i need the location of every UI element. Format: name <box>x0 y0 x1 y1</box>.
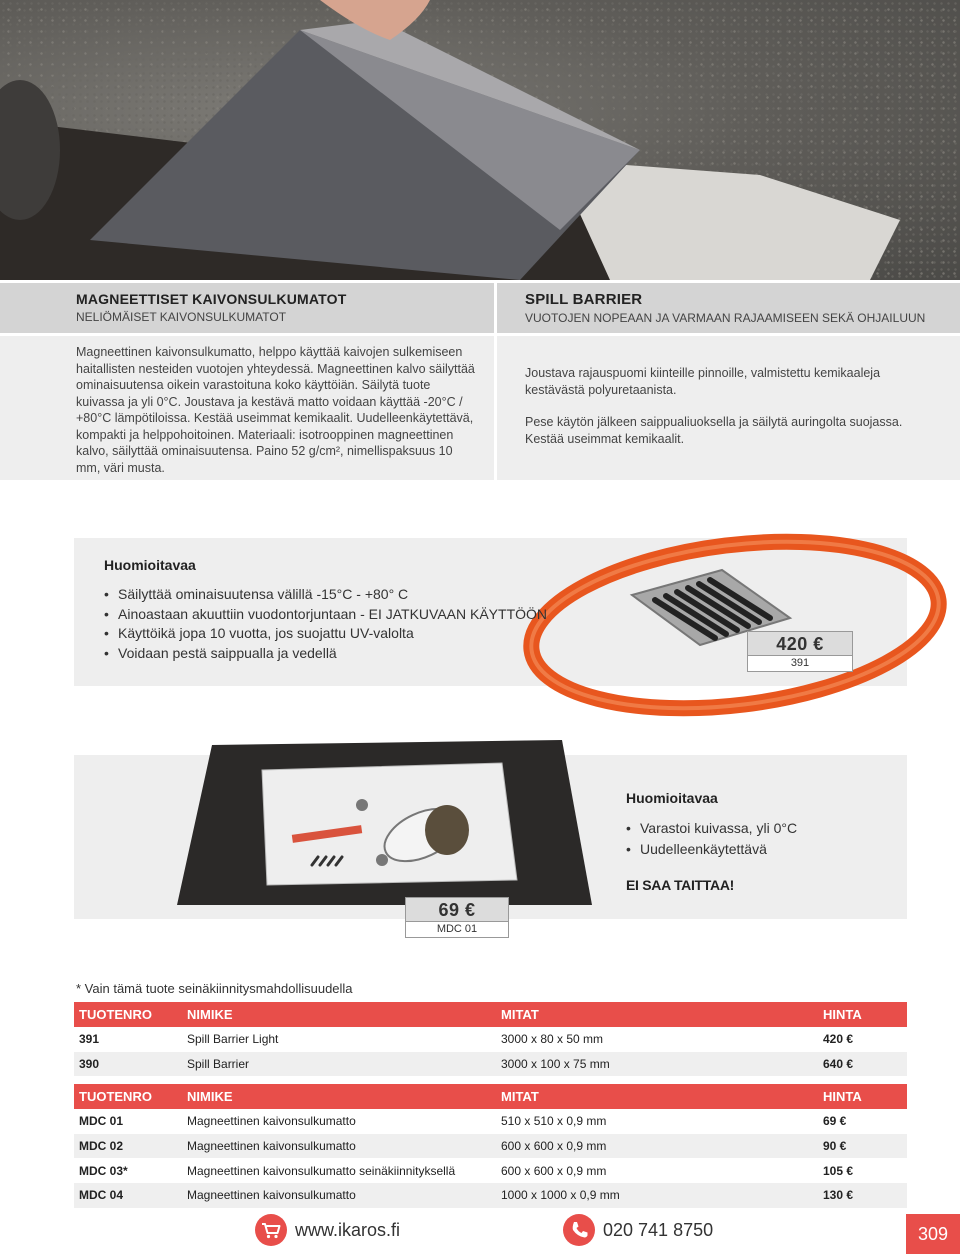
product-number-cell: MDC 03* <box>79 1163 128 1178</box>
price-cell: 420 € <box>823 1032 854 1047</box>
bullet-item: • Voidaan pestä saippualla ja vedellä <box>104 644 547 664</box>
table-row <box>74 1183 907 1208</box>
website-text[interactable]: www.ikaros.fi <box>295 1219 401 1240</box>
website-link[interactable] <box>255 1213 400 1247</box>
header-dimensions: MITAT <box>496 1084 818 1109</box>
table-row <box>74 1052 907 1077</box>
price-label: 69 € <box>406 898 508 922</box>
price-cell: 640 € <box>818 1052 907 1077</box>
table-header-row <box>74 1002 907 1027</box>
spill-barrier-header <box>497 283 960 333</box>
price-cell: 90 € <box>818 1134 907 1159</box>
header-name: NIMIKE <box>182 1002 496 1027</box>
dimensions-cell: 600 x 600 x 0,9 mm <box>501 1163 607 1178</box>
table-row <box>74 1109 907 1134</box>
table-row <box>74 1158 907 1183</box>
product-code-label: 391 <box>790 657 810 669</box>
header-price: HINTA <box>818 1084 907 1109</box>
product-number-cell: MDC 02 <box>74 1134 182 1159</box>
price-tag <box>405 897 509 938</box>
phone-text[interactable]: 020 741 8750 <box>603 1219 714 1240</box>
dimensions-cell: 600 x 600 x 0,9 mm <box>496 1134 818 1159</box>
product-name-cell: Magneettinen kaivonsulkumatto seinäkiinnityksellä <box>187 1163 456 1178</box>
product-code-label: MDC 01 <box>436 923 478 935</box>
section-title: MAGNEETTISET KAIVONSULKUMATOT <box>76 291 347 307</box>
price-label: 420 € <box>748 632 852 656</box>
cart-icon <box>255 1214 287 1246</box>
product-name-cell: Spill Barrier Light <box>187 1032 279 1047</box>
dimensions-cell: 3000 x 80 x 50 mm <box>501 1032 604 1047</box>
bullet-item: • Uudelleenkäytettävä <box>626 839 797 860</box>
price-cell: 69 € <box>823 1114 847 1129</box>
product-number-cell: MDC 04 <box>74 1183 182 1208</box>
product-number-cell: 390 <box>74 1052 182 1077</box>
notice-bullets <box>626 818 797 860</box>
price-cell: 130 € <box>818 1183 907 1208</box>
magnetic-mat-description <box>0 336 494 480</box>
bullet-item: • Ainoastaan akuuttiin vuodontorjuntaan - EI JATKUVAAN KÄYTTÖÖN <box>104 605 547 625</box>
section-title: SPILL BARRIER <box>525 291 643 308</box>
page-number: 309 <box>906 1214 960 1254</box>
no-folding-warning: EI SAA TAITTAA! <box>626 877 735 893</box>
table-row <box>74 1134 907 1159</box>
header-product-number: TUOTENRO <box>74 1002 182 1027</box>
product-name-cell: Magneettinen kaivonsulkumatto <box>182 1183 496 1208</box>
bullet-item: • Käyttöikä jopa 10 vuotta, jos suojattu UV-valolta <box>104 624 547 644</box>
spill-barrier-description <box>497 336 960 480</box>
notice-title: Huomioitavaa <box>104 557 196 573</box>
notice-title: Huomioitavaa <box>626 790 718 806</box>
table-header-row <box>74 1084 907 1109</box>
spill-barrier-image <box>520 530 960 720</box>
description-paragraph: Pese käytön jälkeen saippualiuoksella ja säilytä auringolta suojassa. Kestää useimmat kemikaalit. <box>525 415 903 446</box>
product-name-cell: Magneettinen kaivonsulkumatto <box>182 1134 496 1159</box>
dimensions-cell: 3000 x 100 x 75 mm <box>496 1052 818 1077</box>
magnetic-mat-image <box>172 735 602 910</box>
product-name-cell: Magneettinen kaivonsulkumatto <box>187 1114 356 1129</box>
price-cell: 105 € <box>823 1163 854 1178</box>
phone-icon <box>563 1214 595 1246</box>
notice-bullets <box>104 585 547 663</box>
bullet-item: • Varastoi kuivassa, yli 0°C <box>626 818 797 839</box>
table-row <box>74 1027 907 1052</box>
description-paragraph: Magneettinen kaivonsulkumatto, helppo käyttää kaivojen sulkemiseen haitallisten nesteiden vuotojen yhteydessä. Magneettinen kalvo säilyttää ominaisuutensa oikein varastoituna koko käyttöiän. Säilytä tuote kuivassa ja yli 0°C. Joustava ja kestävä matto voidaan käyttää -20°C / +80°C lämpötiloissa. Kestää useimmat kemikaalit. Uudelleenkäytettävä, kompakti ja helppohoitoinen. Materiaali: isotrooppinen magneettinen kalvo, säilyttää ominaisuutensa. Paino 52 g/cm², nimellispaksuus 10 mm, väri musta. <box>76 345 475 475</box>
section-subtitle: VUOTOJEN NOPEAAN JA VARMAAN RAJAAMISEEN SEKÄ OHJAILUUN <box>525 311 926 325</box>
magnetic-mat-table <box>74 1084 907 1208</box>
dimensions-cell: 510 x 510 x 0,9 mm <box>501 1114 607 1129</box>
magnetic-mat-header <box>0 283 494 333</box>
header-dimensions: MITAT <box>496 1002 818 1027</box>
section-subtitle: NELIÖMÄISET KAIVONSULKUMATOT <box>76 310 287 324</box>
hero-photo <box>0 0 960 280</box>
spill-barrier-table <box>74 1002 907 1076</box>
footnote: * Vain tämä tuote seinäkiinnitysmahdollisuudella <box>76 981 353 996</box>
phone-link[interactable] <box>563 1213 713 1247</box>
product-name-cell: Spill Barrier <box>182 1052 496 1077</box>
product-number-cell: 391 <box>79 1032 100 1047</box>
header-price: HINTA <box>818 1002 907 1027</box>
header-name: NIMIKE <box>182 1084 496 1109</box>
header-product-number: TUOTENRO <box>74 1084 182 1109</box>
dimensions-cell: 1000 x 1000 x 0,9 mm <box>496 1183 818 1208</box>
product-number-cell: MDC 01 <box>79 1114 124 1129</box>
price-tag <box>747 631 853 672</box>
description-paragraph: Joustava rajauspuomi kiinteille pinnoille, valmistettu kemikaaleja kestävästä polyuretaanista. <box>525 366 881 397</box>
bullet-item: • Säilyttää ominaisuutensa välillä -15°C - +80° C <box>104 585 547 605</box>
